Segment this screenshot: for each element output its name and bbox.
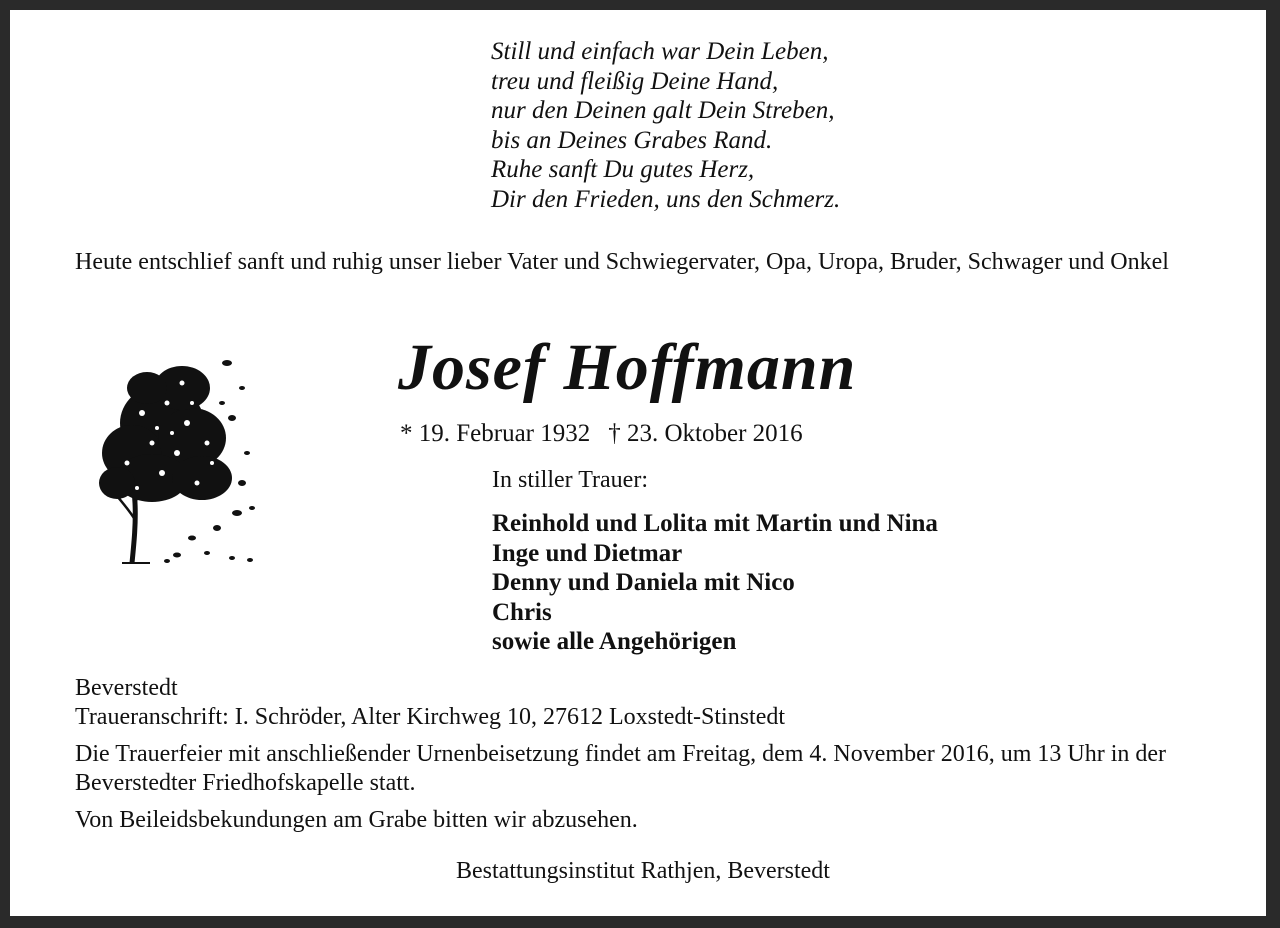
obituary-notice — [10, 10, 1266, 916]
condolence-note: Von Beileidsbekundungen am Grabe bitten wir abzusehen. — [75, 807, 638, 833]
mourner-line: Denny und Daniela mit Nico — [492, 569, 795, 596]
ceremony-info: Die Trauerfeier mit anschließender Urnenbeisetzung findet am Freitag, dem 4. November 2016, um 13 Uhr in der Beverstedter Friedhofskapelle statt. — [75, 741, 1167, 796]
mourner-list — [492, 509, 938, 657]
footer-details — [75, 674, 1206, 835]
death-date: † 23. Oktober 2016 — [608, 420, 803, 447]
poem-line: Ruhe sanft Du gutes Herz, — [491, 156, 755, 183]
poem-line: treu und fleißig Deine Hand, — [491, 67, 779, 95]
mourner-line: Chris — [492, 598, 552, 626]
poem-line: Dir den Frieden, uns den Schmerz. — [491, 185, 841, 213]
mourning-address: Traueranschrift: I. Schröder, Alter Kirchweg 10, 27612 Loxstedt-Stinstedt — [75, 704, 786, 730]
mourner-line: Reinhold und Lolita mit Martin und Nina — [492, 510, 938, 537]
undertaker: Bestattungsinstitut Rathjen, Beverstedt — [456, 858, 830, 884]
poem-line: Still und einfach war Dein Leben, — [491, 38, 829, 65]
poem — [491, 37, 840, 214]
intro-text: Heute entschlief sanft und ruhig unser lieber Vater und Schwiegervater, Opa, Uropa, Bruder, Schwager und Onkel — [75, 249, 1169, 275]
life-dates — [400, 420, 803, 448]
town: Beverstedt — [75, 675, 178, 701]
poem-line: nur den Deinen galt Dein Streben, — [491, 97, 835, 124]
mourning-label: In stiller Trauer: — [492, 467, 648, 493]
poem-line: bis an Deines Grabes Rand. — [491, 126, 773, 154]
mourner-line: sowie alle Angehörigen — [492, 628, 737, 655]
mourner-line: Inge und Dietmar — [492, 539, 683, 567]
deceased-name: Josef Hoffmann — [398, 331, 857, 404]
tree-icon — [92, 343, 257, 565]
birth-date: * 19. Februar 1932 — [400, 420, 591, 447]
